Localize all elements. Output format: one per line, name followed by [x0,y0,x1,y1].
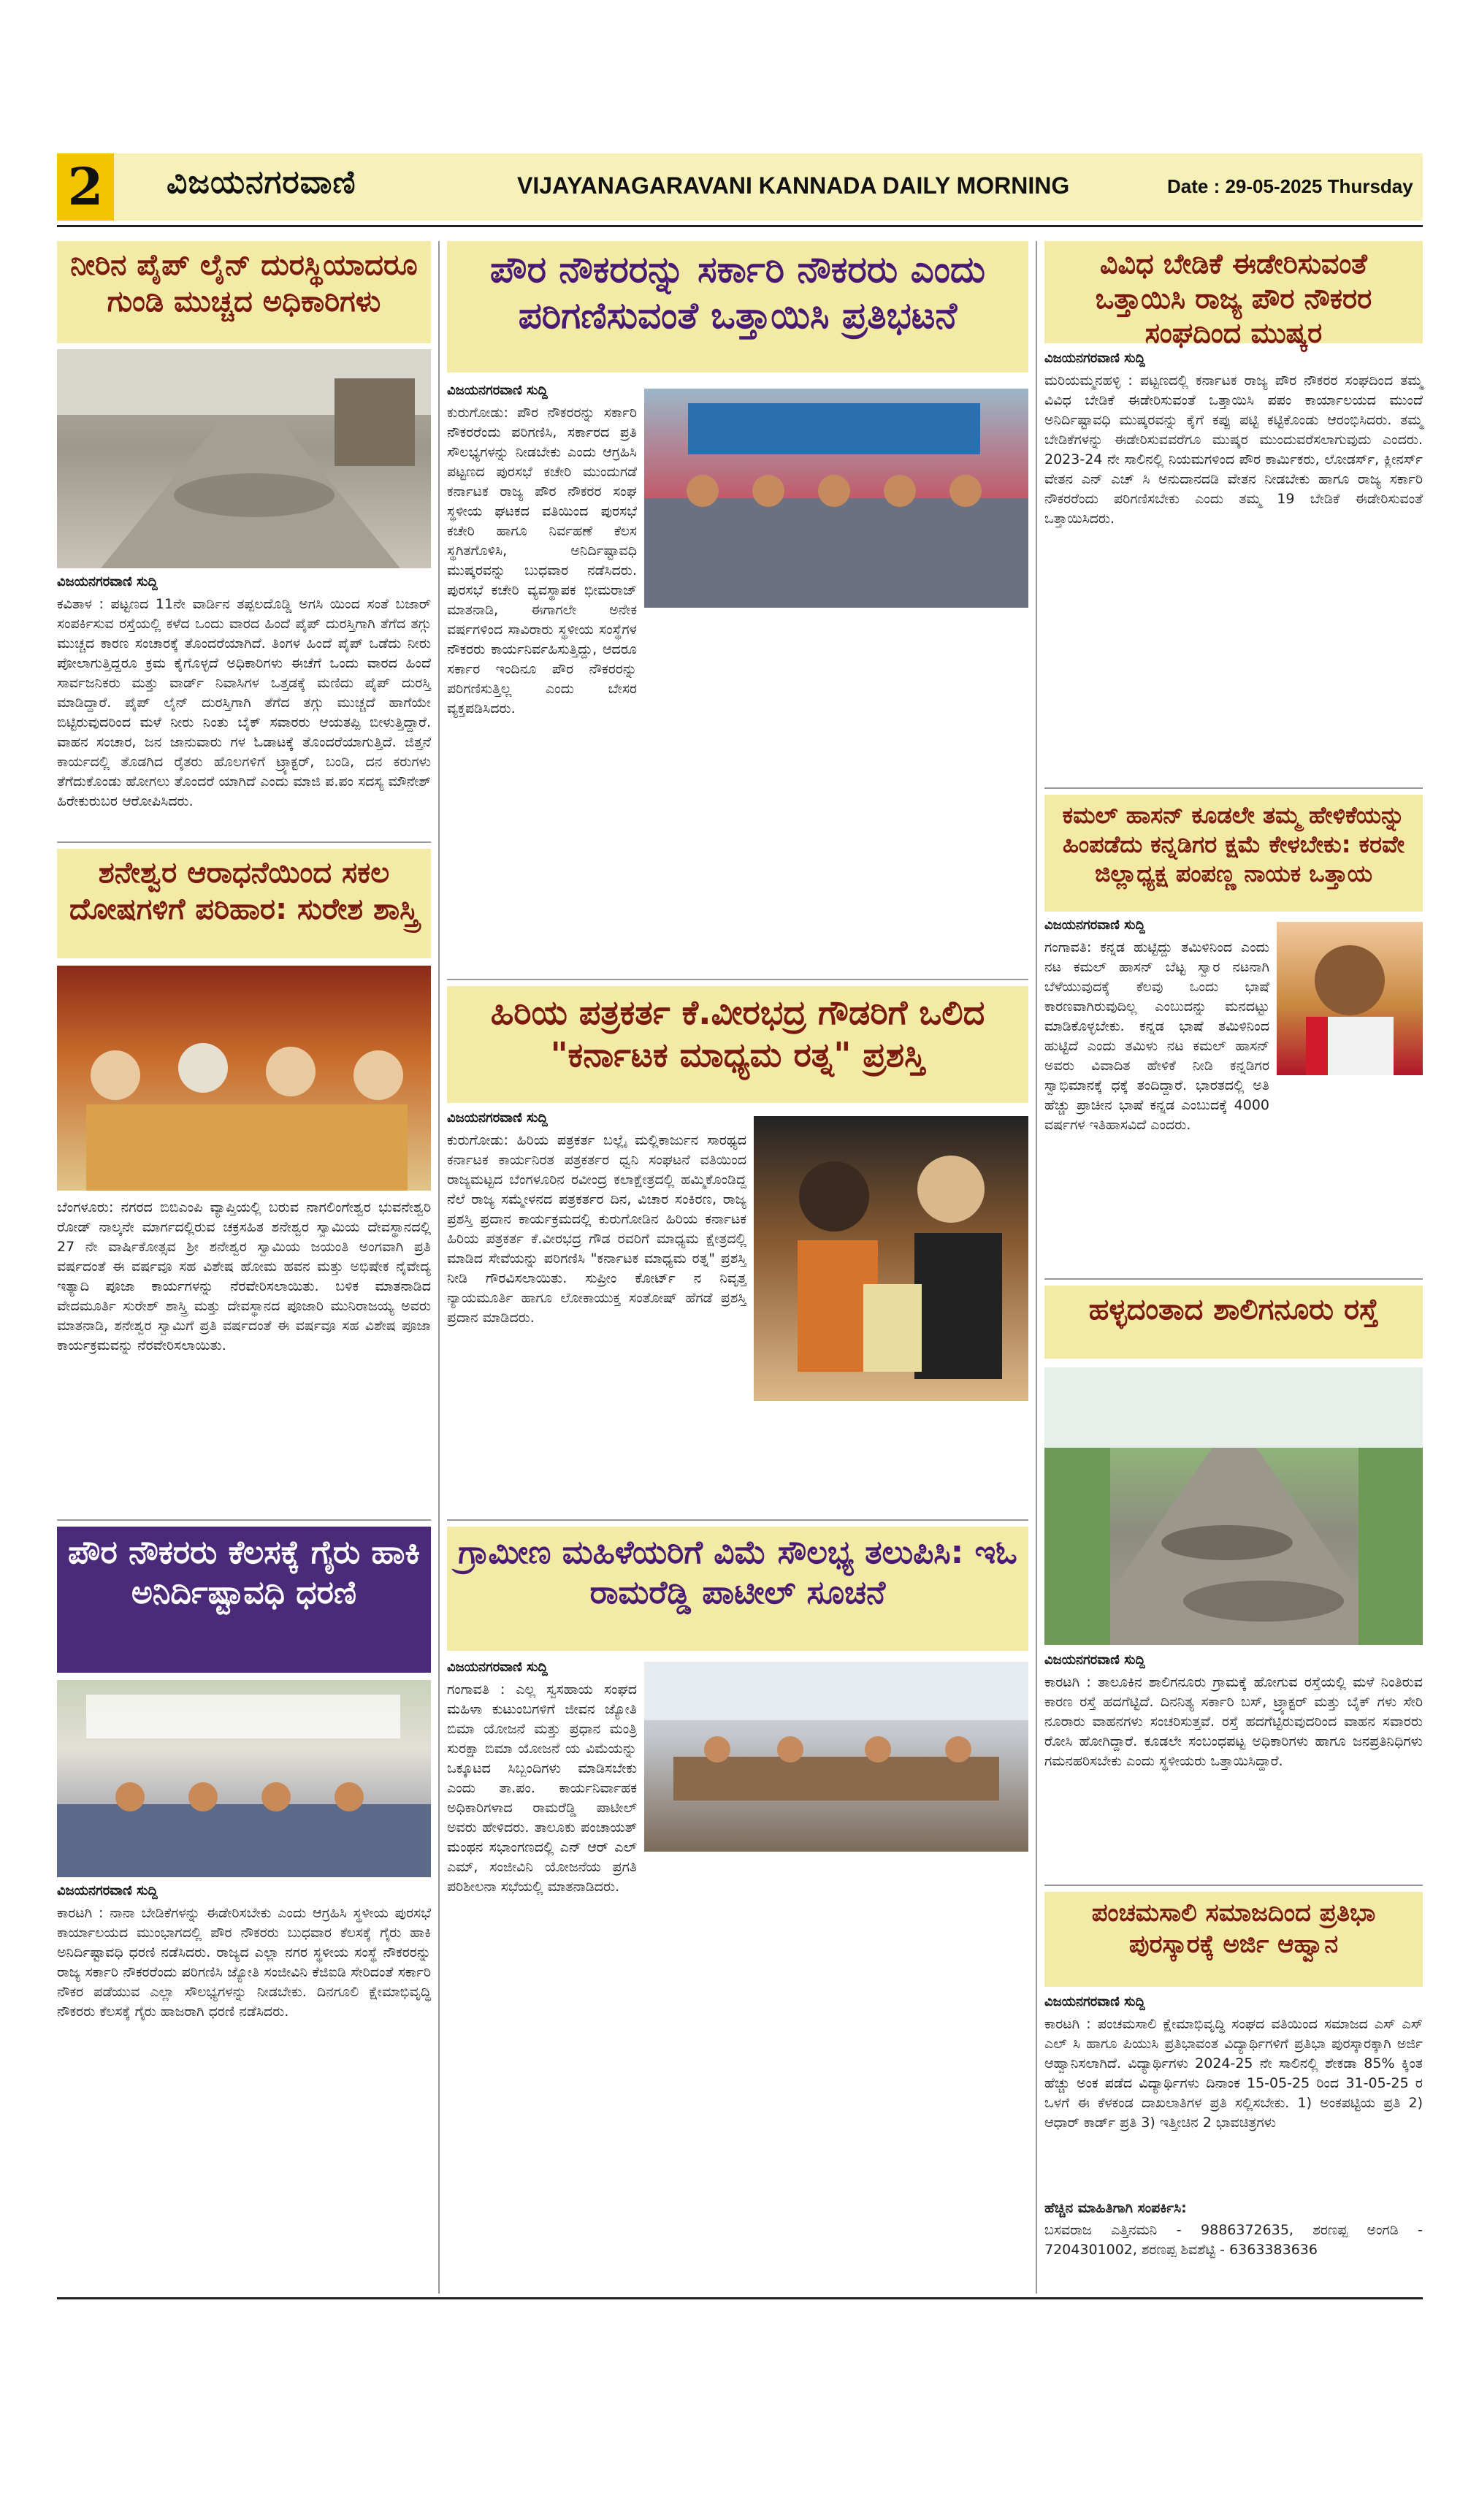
gramina-body: ಗಂಗಾವತಿ : ಎಲ್ಲ ಸ್ವಸಹಾಯ ಸಂಘದ ಮಹಿಳಾ ಕುಟುಂಬಗಳಿಗೆ ಜೀವನ ಜ್ಯೋತಿ ಬಿಮಾ ಯೋಜನೆ ಮತ್ತು ಪ್ರಧಾನ ಮಂತ್ರಿ ಸುರಕ್ಷಾ ಬಿಮಾ ಯೋಜನೆ ಯ ವಿಮೆಯನ್ನು ಒಕ್ಕೂಟದ ಸಿಬ್ಬಂದಿಗಳು ಮಾಡಿಸಬೇಕು ಎಂದು ತಾ.ಪಂ. ಕಾರ್ಯನಿರ್ವಾಹಕ ಅಧಿಕಾರಿಗಳಾದ ರಾಮರೆಡ್ಡಿ ಪಾಟೀಲ್ ಅವರು ಹೇಳಿದರು. ತಾಲೂಕು ಪಂಚಾಯತ್ ಮಂಥನ ಸಭಾಂಗಣದಲ್ಲಿ ಎನ್ ಆರ್ ಎಲ್ ಎಮ್, ಸಂಜೀವಿನಿ ಯೋಜನೆಯ ಪ್ರಗತಿ ಪರಿಶೀಲನಾ ಸಭೆಯಲ್ಲಿ ಮಾತನಾಡಿದರು. [447,1681,637,1895]
publication-date: Date : 29-05-2025 Thursday [1167,175,1413,197]
road-headline: ಹಳ್ಳದಂತಾದ ಶಾಲಿಗನೂರು ರಸ್ತೆ [1044,1286,1423,1359]
ceremony-photo-icon [57,966,431,1191]
shanaishwara-headline: ಶನೇಶ್ವರ ಆರಾಧನೆಯಿಂದ ಸಕಲ ದೋಷಗಳಿಗೆ ಪರಿಹಾರ: ಸುರೇಶ ಶಾಸ್ತ್ರಿ [57,849,431,958]
gairu-headline: ಪೌರ ನೌಕರರು ಕೆಲಸಕ್ಕೆ ಗೈರು ಹಾಕಿ ಅನಿರ್ದಿಷ್ಟಾವಧಿ ಧರಣಿ [57,1527,431,1673]
page-number: 2 [57,153,114,221]
mud-road-photo-icon [1044,1367,1423,1645]
newspaper-title-kannada: ವಿಜಯನಗರವಾಣಿ [167,164,356,201]
gairu-photo [57,1680,431,1877]
meeting-photo-icon [644,1662,1028,1852]
veerabhadra-body: ಕುರುಗೋಡು: ಹಿರಿಯ ಪತ್ರಕರ್ತ ಬಲ್ಲೈ ಮಲ್ಲಿಕಾರ್ಜುನ ಸಾರಥ್ಯದ ಕರ್ನಾಟಕ ಕಾರ್ಯನಿರತ ಪತ್ರಕರ್ತರ ಧ್ವನಿ ಸಂಘಟನೆ ವತಿಯಿಂದ ರಾಜ್ಯಮಟ್ಟದ ಬೆಂಗಳೂರಿನ ರವೀಂದ್ರ ಕಲಾಕ್ಷೇತ್ರದಲ್ಲಿ ಹಮ್ಮಿಕೊಂಡಿದ್ದ ನೆಲೆ ರಾಜ್ಯ ಸಮ್ಮೇಳನದ ಪತ್ರಕರ್ತರ ದಿನ, ವಿಚಾರ ಸಂಕಿರಣ, ರಾಜ್ಯ ಪ್ರಶಸ್ತಿ ಪ್ರದಾನ ಕಾರ್ಯಕ್ರಮದಲ್ಲಿ ಕುರುಗೋಡಿನ ಹಿರಿಯ ಕರ್ನಾಟಕ ಹಿರಿಯ ಪತ್ರಕರ್ತ ಕೆ.ವೀರಭದ್ರ ಗೌಡ ರವರಿಗೆ ಮಾಧ್ಯಮ ಕ್ಷೇತ್ರದಲ್ಲಿ ಮಾಡಿದ ಸೇವೆಯನ್ನು ಪರಿಗಣಿಸಿ "ಕರ್ನಾಟಕ ಮಾಧ್ಯಮ ರತ್ನ" ಪ್ರಶಸ್ತಿ ನೀಡಿ ಗೌರವಿಸಲಾಯಿತು. ಸುಪ್ರೀಂ ಕೋರ್ಟ್ ನ ನಿವೃತ್ತ ನ್ಯಾಯಮೂರ್ತಿ ಹಾಗೂ ಲೋಕಾಯುಕ್ತ ಸಂತೋಷ್ ಹೆಗಡೆ ಪ್ರಶಸ್ತಿ ಪ್ರದಾನ ಮಾಡಿದರು. [447,1132,746,1326]
pipeline-photo [57,349,431,568]
article-divider [447,979,1028,980]
footer-rule [57,2297,1423,2299]
masthead [57,153,1423,221]
gairu-byline: ವಿಜಯನಗರವಾಣಿ ಸುದ್ದಿ [57,1883,158,1898]
kamal-body: ಗಂಗಾವತಿ: ಕನ್ನಡ ಹುಟ್ಟಿದ್ದು ತಮಿಳಿನಿಂದ ಎಂದು ನಟ ಕಮಲ್ ಹಾಸನ್ ಬೆಟ್ಟ ಸ್ವಾರ ನಟನಾಗಿ ಬೆಳೆಯುವುದಕ್ಕೆ ಕೆಲವು ಒಂದು ಭಾಷೆ ಕಾರಣವಾಗಿರುವುದಿಲ್ಲ ಎಂಬುದನ್ನು ಮನದಟ್ಟು ಮಾಡಿಕೊಳ್ಳಬೇಕು. ಕನ್ನಡ ಭಾಷೆ ತಮಿಳಿನಿಂದ ಹುಟ್ಟಿದೆ ಎಂದು ತಮಿಳು ನಟ ಕಮಲ್ ಹಾಸನ್ ಅವರು ವಿವಾದಿತ ಹೇಳಿಕೆ ನೀಡಿ ಕನ್ನಡಿಗರ ಸ್ವಾಭಿಮಾನಕ್ಕೆ ಧಕ್ಕೆ ತಂದಿದ್ದಾರೆ. ಭಾರತದಲ್ಲಿ ಅತಿ ಹೆಚ್ಚು ಪ್ರಾಚೀನ ಭಾಷೆ ಕನ್ನಡ ಎಂಬುದಕ್ಕೆ 4000 ವರ್ಷಗಳ ಇತಿಹಾಸವಿದೆ ಎಂದರು. [1044,939,1269,1133]
person-portrait-icon [1277,922,1423,1075]
panchamasali-byline: ವಿಜಯನಗರವಾಣಿ ಸುದ್ದಿ [1044,1994,1145,2009]
panchamasali-contacts: ಬಸವರಾಜ ಎತ್ತಿನಮನಿ - 9886372635, ಶರಣಪ್ಪ ಅಂಗಡಿ - 7204301002, ಶರಣಪ್ಪ ಶಿವಶೆಟ್ಟಿ - 6363383636 [1044,2222,1423,2258]
veerabhadra-headline: ಹಿರಿಯ ಪತ್ರಕರ್ತ ಕೆ.ವೀರಭದ್ರ ಗೌಡರಿಗೆ ಒಲಿದ "ಕರ್ನಾಟಕ ಮಾಧ್ಯಮ ರತ್ನ" ಪ್ರಶಸ್ತಿ [447,986,1028,1103]
kamal-byline: ವಿಜಯನಗರವಾಣಿ ಸುದ್ದಿ [1044,917,1145,933]
column-divider [1036,241,1037,2294]
panchamasali-contact-label: ಹೆಚ್ಚಿನ ಮಾಹಿತಿಗಾಗಿ ಸಂಪರ್ಕಿಸಿ: [1044,2200,1187,2216]
gairu-body: ಕಾರಟಗಿ : ನಾನಾ ಬೇಡಿಕೆಗಳನ್ನು ಈಡೇರಿಸಬೇಕು ಎಂದು ಆಗ್ರಹಿಸಿ ಸ್ಥಳೀಯ ಪುರಸಭೆ ಕಾರ್ಯಾಲಯದ ಮುಂಭಾಗದಲ್ಲಿ ಪೌರ ನೌಕರರು ಬುಧವಾರ ಕೆಲಸಕ್ಕೆ ಗೈರು ಹಾಕಿ ಅನಿರ್ದಿಷ್ಟಾವಧಿ ಧರಣಿ ನಡೆಸಿದರು. ರಾಜ್ಯದ ಎಲ್ಲಾ ನಗರ ಸ್ಥಳೀಯ ಸಂಸ್ಥೆ ನೌಕರರನ್ನು ರಾಜ್ಯ ಸರ್ಕಾರಿ ನೌಕರರೆಂದು ಪರಿಗಣಿಸಿ ಜ್ಯೋತಿ ಸಂಜೀವಿನಿ ಕೆಜಿಐಡಿ ಸೇರಿದಂತೆ ಸರ್ಕಾರಿ ನೌಕರ ಪಡೆಯುವ ಎಲ್ಲಾ ಸೌಲಭ್ಯಗಳನ್ನು ನೀಡಬೇಕು. ದಿನಗೂಲಿ ಕ್ಷೇಮಾಭಿವೃದ್ಧಿ ನೌಕರರು ಕೆಲಸಕ್ಕೆ ಗೈರು ಹಾಜರಾಗಿ ಧರಣಿ ನಡೆಸಿದರು. [57,1905,431,2020]
kamal-headline: ಕಮಲ್ ಹಾಸನ್ ಕೂಡಲೇ ತಮ್ಮ ಹೇಳಿಕೆಯನ್ನು ಹಿಂಪಡೆದು ಕನ್ನಡಿಗರ ಕ್ಷಮೆ ಕೇಳಬೇಕು: ಕರವೇ ಜಿಲ್ಲಾಧ್ಯಕ್ಷ ಪಂಪಣ್ಣ ನಾಯಕ ಒತ್ತಾಯ [1044,795,1423,912]
road-body: ಕಾರಟಗಿ : ತಾಲೂಕಿನ ಶಾಲಿಗನೂರು ಗ್ರಾಮಕ್ಕೆ ಹೋಗುವ ರಸ್ತೆಯಲ್ಲಿ ಮಳೆ ನಿಂತಿರುವ ಕಾರಣ ರಸ್ತೆ ಹದಗೆಟ್ಟಿದೆ. ದಿನನಿತ್ಯ ಸರ್ಕಾರಿ ಬಸ್, ಟ್ರ್ಯಾಕ್ಟರ್ ಮತ್ತು ಬೈಕ್ ಗಳು ಸೇರಿ ನೂರಾರು ವಾಹನಗಳು ಸಂಚರಿಸುತ್ತವೆ. ರಸ್ತೆ ಹದಗೆಟ್ಟಿರುವುದರಿಂದ ವಾಹನ ಸವಾರರು ರೋಸಿ ಹೋಗಿದ್ದಾರೆ. ಕೂಡಲೇ ಸಂಬಂಧಪಟ್ಟ ಅಧಿಕಾರಿಗಳು ಹಾಗೂ ಜನಪ್ರತಿನಿಧಿಗಳು ಗಮನಹರಿಸಬೇಕು ಎಂದು ಸ್ಥಳೀಯರು ಒತ್ತಾಯಿಸಿದ್ದಾರೆ. [1044,1674,1423,1769]
shanaishwara-body: ಬೆಂಗಳೂರು: ನಗರದ ಬಿಬಿಎಂಪಿ ವ್ಯಾಪ್ತಿಯಲ್ಲಿ ಬರುವ ನಾಗಲಿಂಗೇಶ್ವರ ಭುವನೇಶ್ವರಿ ರೋಡ್ ನಾಲ್ಕನೇ ಮಾರ್ಗದಲ್ಲಿರುವ ಚಕ್ರಸಹಿತ ಶನೇಶ್ವರ ಸ್ವಾಮಿಯ ದೇವಸ್ಥಾನದಲ್ಲಿ 27 ನೇ ವಾರ್ಷಿಕೋತ್ಸವ ಶ್ರೀ ಶನೇಶ್ವರ ಸ್ವಾಮಿಯ ಜಯಂತಿ ಅಂಗವಾಗಿ ಪ್ರತಿ ವರ್ಷದಂತೆ ಈ ವರ್ಷವೂ ಸಹ ವಿಶೇಷ ಹೋಮ ಹವನ ಮತ್ತು ಅಭಿಷೇಕ ನೈವೇದ್ಯ ಇತ್ಯಾದಿ ಪೂಜಾ ಕಾರ್ಯಗಳನ್ನು ನೆರವೇರಿಸಲಾಯಿತು. ಬಳಿಕ ಮಾತನಾಡಿದ ವೇದಮೂರ್ತಿ ಸುರೇಶ್ ಶಾಸ್ತ್ರಿ ಮತ್ತು ದೇವಸ್ಥಾನದ ಪೂಜಾರಿ ಮುನಿರಾಜಯ್ಯ ಅವರು ಮಾತನಾಡಿ, ಶನೇಶ್ವರ ಸ್ವಾಮಿಗೆ ಪ್ರತಿ ವರ್ಷದಂತೆ ಈ ವರ್ಷವೂ ಸಹ ವಿಶೇಷ ಪೂಜಾ ಕಾರ್ಯಕ್ರಮವನ್ನು ನೆರವೇರಿಸಲಾಯಿತು. [57,1199,431,1353]
vividha-body: ಮರಿಯಮ್ಮನಹಳ್ಳಿ : ಪಟ್ಟಣದಲ್ಲಿ ಕರ್ನಾಟಕ ರಾಜ್ಯ ಪೌರ ನೌಕರರ ಸಂಘದಿಂದ ತಮ್ಮ ವಿವಿಧ ಬೇಡಿಕೆ ಈಡೇರಿಸುವಂತೆ ಒತ್ತಾಯಿಸಿ ಪಪಂ ಕಾರ್ಯಾಲಯದ ಮುಂದೆ ಅನಿರ್ದಿಷ್ಟಾವಧಿ ಮುಷ್ಕರವನ್ನು ಕೈಗೆ ಕಪ್ಪು ಪಟ್ಟಿ ಕಟ್ಟಿಕೊಂಡು ಆರಂಭಿಸಿದರು. ತಮ್ಮ ಬೇಡಿಕೆಗಳನ್ನು ಈಡೇರಿಸುವವರೆಗೂ ಮುಷ್ಕರ ಮುಂದುವರೆಸಲಾಗುವುದು ಎಂದರು. 2023-24 ನೇ ಸಾಲಿನಲ್ಲಿ ನಿಯಮಗಳಿಂದ ಪೌರ ಕಾರ್ಮಿಕರು, ಲೋಡರ್ಸ್, ಕ್ಲೀನರ್ಸ್ ವೇತನ ಎನ್ ಎಚ್ ಸಿ ಅನುದಾನದಡಿ ವೇತನ ನೀಡಬೇಕು ಹಾಗೂ ರಾಜ್ಯ ಸರ್ಕಾರಿ ನೌಕರರೆಂದು ಪರಿಗಣಿಸಬೇಕು ಎಂದು ತಮ್ಮ 19 ಬೇಡಿಕೆ ಈಡೇರಿಸುವಂತೆ ಒತ್ತಾಯಿಸಿದರು. [1044,373,1423,527]
article-divider [1044,1278,1423,1280]
vividha-byline: ವಿಜಯನಗರವಾಣಿ ಸುದ್ದಿ [1044,351,1145,366]
article-divider [1044,1885,1423,1886]
article-divider [57,841,431,843]
article-divider [447,1519,1028,1521]
paura-protest-photo [644,389,1028,608]
newspaper-title-english: VIJAYANAGARAVANI KANNADA DAILY MORNING [517,172,1070,199]
veerabhadra-photo [754,1116,1028,1401]
shanaishwara-photo [57,966,431,1191]
gramina-headline: ಗ್ರಾಮೀಣ ಮಹಿಳೆಯರಿಗೆ ವಿಮೆ ಸೌಲಭ್ಯ ತಲುಪಿಸಿ: ಇಓ ರಾಮರೆಡ್ಡಿ ಪಾಟೀಲ್ ಸೂಚನೆ [447,1527,1028,1651]
kamal-portrait [1277,922,1423,1075]
panchamasali-headline: ಪಂಚಮಸಾಲಿ ಸಮಾಜದಿಂದ ಪ್ರತಿಭಾ ಪುರಸ್ಕಾರಕ್ಕೆ ಅರ್ಜಿ ಆಹ್ವಾನ [1044,1892,1423,1987]
article-divider [1044,787,1423,789]
gramina-byline: ವಿಜಯನಗರವಾಣಿ ಸುದ್ದಿ [447,1660,548,1675]
column-divider [438,241,440,2294]
pipeline-byline: ವಿಜಯನಗರವಾಣಿ ಸುದ್ದಿ [57,574,158,589]
veerabhadra-byline: ವಿಜಯನಗರವಾಣಿ ಸುದ್ದಿ [447,1110,548,1126]
gramina-photo [644,1662,1028,1852]
road-photo-icon [57,349,431,568]
paura-protest-headline: ಪೌರ ನೌಕರರನ್ನು ಸರ್ಕಾರಿ ನೌಕರರು ಎಂದು ಪರಿಗಣಿಸುವಂತೆ ಒತ್ತಾಯಿಸಿ ಪ್ರತಿಭಟನೆ [447,241,1028,373]
crowd-photo-icon [644,389,1028,608]
paura-protest-body: ಕುರುಗೋಡು: ಪೌರ ನೌಕರರನ್ನು ಸರ್ಕಾರಿ ನೌಕರರೆಂದು ಪರಿಗಣಿಸಿ, ಸರ್ಕಾರದ ಪ್ರತಿ ಸೌಲಭ್ಯಗಳನ್ನು ನೀಡಬೇಕು ಎಂದು ಆಗ್ರಹಿಸಿ ಪಟ್ಟಣದ ಪುರಸಭೆ ಕಚೇರಿ ಮುಂದುಗಡೆ ಕರ್ನಾಟಕ ರಾಜ್ಯ ಪೌರ ನೌಕರರ ಸಂಘ ಸ್ಥಳೀಯ ಘಟಕದ ವತಿಯಿಂದ ಪುರಸಭೆ ಕಚೇರಿ ಹಾಗೂ ನಿರ್ವಹಣೆ ಕೆಲಸ ಸ್ಥಗಿತಗೊಳಿಸಿ, ಅನಿರ್ದಿಷ್ಟಾವಧಿ ಮುಷ್ಕರವನ್ನು ಬುಧವಾರ ನಡೆಸಿದರು. ಪುರಸಭೆ ಕಚೇರಿ ವ್ಯವಸ್ಥಾಪಕ ಭೀಮರಾಜ್ ಮಾತನಾಡಿ, ಈಗಾಗಲೇ ಅನೇಕ ವರ್ಷಗಳಿಂದ ಸಾವಿರಾರು ಸ್ಥಳೀಯ ಸಂಸ್ಥೆಗಳ ನೌಕರರು ಕಾರ್ಯನಿರ್ವಹಿಸುತ್ತಿದ್ದು, ಆದರೂ ಸರ್ಕಾರ ಇಂದಿನೂ ಪೌರ ನೌಕರರನ್ನು ಪರಿಗಣಿಸುತ್ತಿಲ್ಲ ಎಂದು ಬೇಸರ ವ್ಯಕ್ತಪಡಿಸಿದರು. [447,405,637,717]
vividha-headline: ವಿವಿಧ ಬೇಡಿಕೆ ಈಡೇರಿಸುವಂತೆ ಒತ್ತಾಯಿಸಿ ರಾಜ್ಯ ಪೌರ ನೌಕರರ ಸಂಘದಿಂದ ಮುಷ್ಕರ [1044,241,1423,343]
paura-protest-byline: ವಿಜಯನಗರವಾಣಿ ಸುದ್ದಿ [447,383,548,398]
pipeline-body: ಕವಿತಾಳ : ಪಟ್ಟಣದ 11ನೇ ವಾರ್ಡಿನ ತಪ್ಪಲದೊಡ್ಡಿ ಅಗಸಿ ಯಿಂದ ಸಂತೆ ಬಜಾರ್ ಸಂಪರ್ಕಿಸುವ ರಸ್ತೆಯಲ್ಲಿ ಕಳೆದ ಒಂದು ವಾರದ ಹಿಂದೆ ಪೈಪ್ ದುರಸ್ತಿಗಾಗಿ ತೆಗೆದ ತಗ್ಗು ಮುಚ್ಚದ ಕಾರಣ ಸಂಚಾರಕ್ಕೆ ತೊಂದರೆಯಾಗಿದೆ. ತಿಂಗಳ ಹಿಂದೆ ಪೈಪ್ ಒಡೆದು ನೀರು ಪೋಲಾಗುತ್ತಿದ್ದರೂ ಕ್ರಮ ಕೈಗೊಳ್ಳದೆ ಅಧಿಕಾರಿಗಳು ಈಚೆಗೆ ಒಂದು ವಾರದ ಹಿಂದೆ ಸಾರ್ವಜನಿಕರು ಮತ್ತು ವಾರ್ಡ್ ನಿವಾಸಿಗಳ ಒತ್ತಡಕ್ಕೆ ಮಣಿದು ಪೈಪ್ ದುರಸ್ತಿ ಮಾಡಿದ್ದಾರೆ. ಪೈಪ್ ಲೈನ್ ದುರಸ್ತಿಗಾಗಿ ತೆಗೆದ ತಗ್ಗು ಮುಚ್ಚದೆ ಹಾಗೆಯೇ ಬಿಟ್ಟಿರುವುದರಿಂದ ಮಳೆ ನೀರು ನಿಂತು ಬೈಕ್ ಸವಾರರು ಆಯತಪ್ಪಿ ಬೀಳುತ್ತಿದ್ದಾರೆ. ವಾಹನ ಸಂಚಾರ, ಜನ ಜಾನುವಾರು ಗಳ ಓಡಾಟಕ್ಕೆ ತೊಂದರೆಯಾಗುತ್ತಿದೆ. ಜಿತ್ತನೆ ಕಾರ್ಯದಲ್ಲಿ ತೊಡಗಿದ ರೈತರು ಹೊಲಗಳಿಗೆ ಟ್ರ್ಯಾಕ್ಟರ್, ಬಂಡಿ, ದನ ಕರುಗಳು ತೆಗೆದುಕೊಂಡು ಹೋಗಲು ತೊಂದರೆ ಯಾಗಿದೆ ಎಂದು ಮಾಜಿ ಪ.ಪಂ ಸದಸ್ಯ ಮೌನೇಶ್ ಹಿರೇಕುರುಬರ ಆರೋಪಿಸಿದರು. [57,596,431,809]
article-divider [57,1519,431,1521]
panchamasali-body: ಕಾರಟಗಿ : ಪಂಚಮಸಾಲಿ ಕ್ಷೇಮಾಭಿವೃದ್ಧಿ ಸಂಘದ ವತಿಯಿಂದ ಸಮಾಜದ ಎಸ್ ಎಸ್ ಎಲ್ ಸಿ ಹಾಗೂ ಪಿಯುಸಿ ಪ್ರತಿಭಾವಂತ ವಿದ್ಯಾರ್ಥಿಗಳಿಗೆ ಪ್ರತಿಭಾ ಪುರಸ್ಕಾರಕ್ಕಾಗಿ ಅರ್ಜಿ ಆಹ್ವಾನಿಸಲಾಗಿದೆ. ವಿದ್ಯಾರ್ಥಿಗಳು 2024-25 ನೇ ಸಾಲಿನಲ್ಲಿ ಶೇಕಡಾ 85% ಕ್ಕಿಂತ ಹೆಚ್ಚು ಅಂಕ ಪಡೆದ ವಿದ್ಯಾರ್ಥಿಗಳು ದಿನಾಂಕ 15-05-25 ರಿಂದ 31-05-25 ರ ಒಳಗೆ ಈ ಕೆಳಕಂಡ ದಾಖಲಾತಿಗಳ ಪ್ರತಿ ಸಲ್ಲಿಸಬೇಕು. 1) ಅಂಕಪಟ್ಟಿಯ ಪ್ರತಿ 2) ಆಧಾರ್ ಕಾರ್ಡ್ ಪ್ರತಿ 3) ಇತ್ತೀಚಿನ 2 ಭಾವಚಿತ್ರಗಳು [1044,2016,1423,2131]
masthead-rule [57,225,1423,227]
pipeline-headline: ನೀರಿನ ಪೈಪ್ ಲೈನ್ ದುರಸ್ಥಿಯಾದರೂ ಗುಂಡಿ ಮುಚ್ಚದ ಅಧಿಕಾರಿಗಳು [57,241,431,343]
protest-photo-icon [57,1680,431,1877]
road-byline: ವಿಜಯನಗರವಾಣಿ ಸುದ್ದಿ [1044,1652,1145,1668]
award-photo-icon [754,1116,1028,1401]
road-photo [1044,1367,1423,1645]
